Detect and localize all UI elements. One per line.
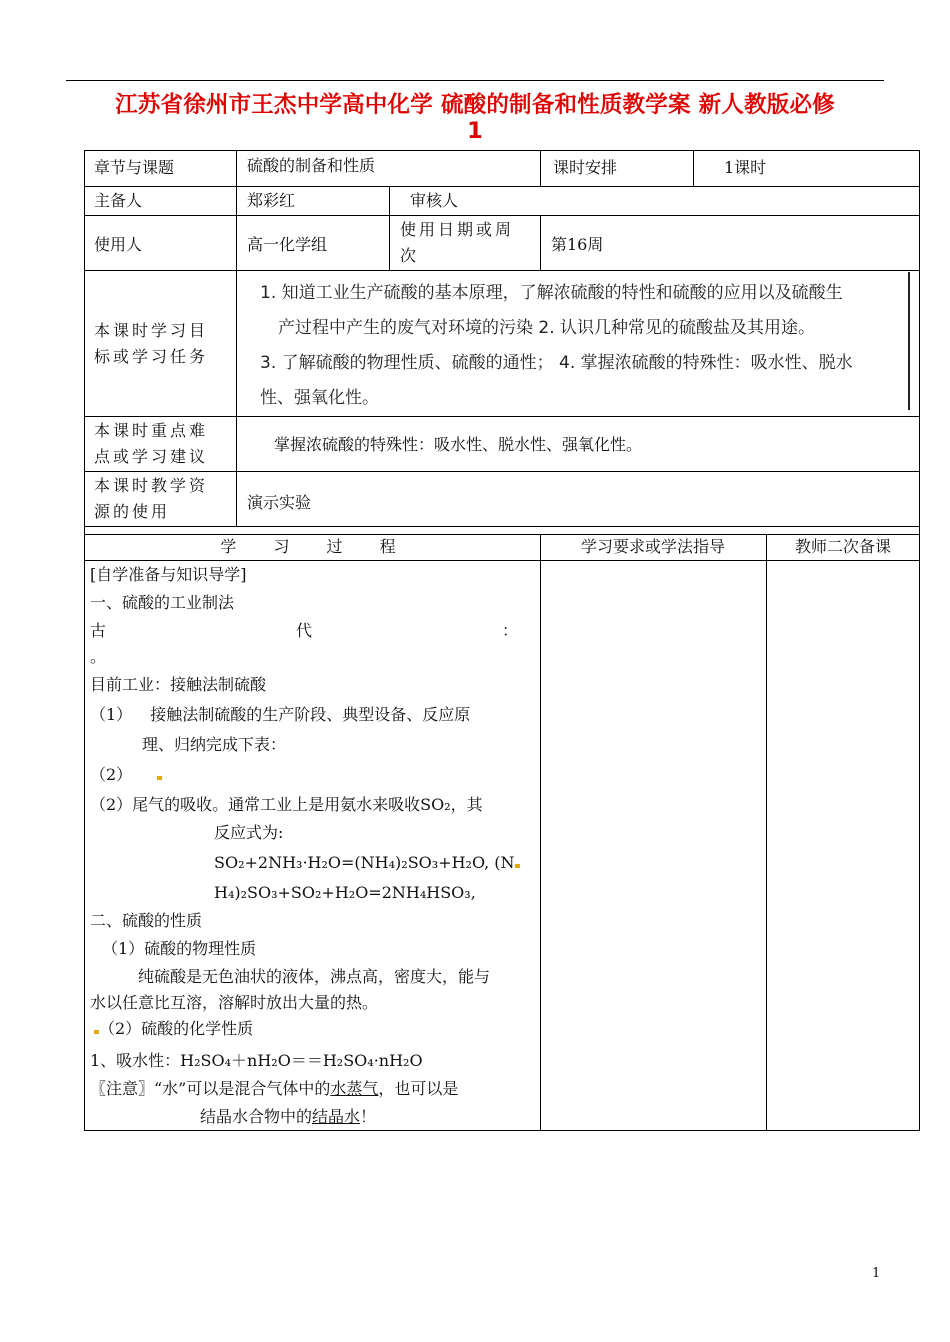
goal-line: 性、强氧化性。	[260, 388, 379, 408]
note-line-2	[90, 1104, 538, 1130]
ancient-colon: ：	[501, 621, 518, 640]
preparer-value: 郑彩红	[247, 191, 296, 210]
equation-1	[90, 850, 538, 876]
teacher-header: 教师二次备课	[794, 537, 891, 556]
row-divider	[84, 560, 920, 561]
resource-label	[94, 473, 208, 525]
page-number: 1	[872, 1266, 881, 1281]
process-header: 学 习 过 程	[220, 537, 404, 556]
goals-label-line-1: 本课时学习目	[94, 321, 209, 340]
resource-label-line-1: 本课时教学资	[94, 476, 209, 495]
row-divider	[84, 215, 920, 216]
col-divider	[236, 150, 237, 526]
col-divider	[389, 186, 390, 270]
tail-gas-text: （2）尾气的吸收。通常工业上是用氨水来吸收SO₂，其	[90, 795, 483, 814]
table-border-left	[84, 150, 85, 1130]
goals-label	[94, 318, 208, 370]
preparer-label: 主备人	[94, 191, 143, 210]
title-line-1: 江苏省徐州市王杰中学高中化学 硫酸的制备和性质教学案 新人教版必修	[115, 92, 835, 118]
physical-text-2: 水以任意比互溶，溶解时放出大量的热。	[90, 993, 379, 1012]
ancient-char-2: 代	[295, 621, 312, 640]
ancient-method-end: 。	[90, 647, 107, 666]
row-divider	[84, 186, 920, 187]
ancient-method-line	[90, 618, 538, 644]
scan-edge-line	[908, 272, 910, 410]
item-1-text-2: 理、归纳完成下表：	[142, 735, 287, 754]
highlight-mark	[157, 776, 162, 780]
key-label-line-1: 本课时重点难	[94, 421, 209, 440]
row-divider	[84, 416, 920, 417]
date-label	[400, 217, 536, 269]
col-divider	[766, 534, 767, 1130]
goals-image-text	[246, 270, 918, 415]
properties-title: 二、硫酸的性质	[90, 911, 203, 930]
key-value: 掌握浓硫酸的特殊性：吸水性、脱水性、强氧化性。	[274, 435, 643, 454]
col-divider	[540, 150, 541, 186]
date-label-line-2: 次	[400, 246, 420, 265]
equation-2: H₄)₂SO₃+SO₂+H₂O=2NH₄HSO₃,	[214, 883, 476, 902]
note-line-1	[90, 1076, 538, 1102]
schedule-value: 1课时	[724, 158, 767, 177]
item-1	[90, 702, 538, 728]
note-middle: ，也可以是	[378, 1079, 459, 1098]
col-divider	[540, 215, 541, 270]
chemical-title	[90, 1016, 538, 1042]
user-value: 高一化学组	[247, 235, 328, 254]
header-rule	[66, 80, 884, 81]
schedule-label: 课时安排	[553, 158, 618, 177]
title-line-2: 1	[467, 118, 483, 144]
date-label-line-1: 使用日期或周	[400, 220, 515, 239]
key-label	[94, 418, 208, 470]
lesson-plan-table	[84, 150, 920, 1130]
table-border-top	[84, 150, 920, 151]
item-1-text: 接触法制硫酸的生产阶段、典型设备、反应原	[150, 705, 471, 724]
absorb-line: 1、吸水性：H₂SO₄＋nH₂O＝＝H₂SO₄·nH₂O	[90, 1051, 423, 1070]
resource-value: 演示实验	[247, 493, 312, 512]
chapter-label: 章节与课题	[94, 158, 175, 177]
goal-line: 3. 了解硫酸的物理性质、硫酸的通性； 4. 掌握浓硫酸的特殊性：吸水性、脱水	[260, 353, 853, 373]
col-divider	[540, 534, 541, 1130]
table-border-right	[919, 150, 920, 1130]
industrial-method-title: 一、硫酸的工业制法	[90, 593, 235, 612]
guide-header: 学习要求或学法指导	[580, 537, 725, 556]
goals-label-line-2: 标或学习任务	[94, 347, 209, 366]
section-head: [自学准备与知识导学]	[90, 565, 247, 584]
note-prefix: 〖注意〗“水”可以是混合气体中的	[90, 1079, 331, 1098]
user-label: 使用人	[94, 235, 143, 254]
item-2	[90, 762, 538, 788]
table-border-bottom	[84, 1130, 920, 1131]
note-underlined-1: 水蒸气	[330, 1079, 379, 1098]
key-label-line-2: 点或学习建议	[94, 447, 209, 466]
note2-end: ！	[360, 1107, 377, 1126]
goal-line: 产过程中产生的废气对环境的污染 2. 认识几种常见的硫酸盐及其用途。	[278, 318, 816, 338]
chapter-value: 硫酸的制备和性质	[247, 156, 376, 175]
chemical-title-text: （2）硫酸的化学性质	[99, 1019, 254, 1038]
physical-title: （1）硫酸的物理性质	[102, 939, 257, 958]
ancient-char-1: 古	[90, 621, 107, 640]
col-divider	[693, 150, 694, 186]
item-2-number: （2）	[90, 765, 133, 784]
reviewer-label: 审核人	[410, 191, 459, 210]
item-1-number: （1）	[90, 705, 133, 724]
physical-text-1: 纯硫酸是无色油状的液体，沸点高，密度大，能与	[138, 967, 491, 986]
current-method: 目前工业：接触法制硫酸	[90, 675, 267, 694]
goal-line: 1. 知道工业生产硫酸的基本原理，了解浓硫酸的特性和硫酸的应用以及硫酸生	[260, 283, 843, 303]
date-value: 第16周	[551, 235, 604, 254]
equation-1-text: SO₂+2NH₃·H₂O=(NH₄)₂SO₃+H₂O, (N	[214, 853, 515, 872]
row-divider	[84, 471, 920, 472]
note-underlined-2: 结晶水	[312, 1107, 361, 1126]
highlight-mark	[515, 864, 520, 868]
reaction-label: 反应式为:	[214, 823, 284, 842]
resource-label-line-2: 源的使用	[94, 502, 171, 521]
process-content	[90, 562, 538, 1130]
document-title	[60, 92, 890, 144]
note2-prefix: 结晶水合物中的	[200, 1107, 313, 1126]
row-divider	[84, 526, 920, 527]
